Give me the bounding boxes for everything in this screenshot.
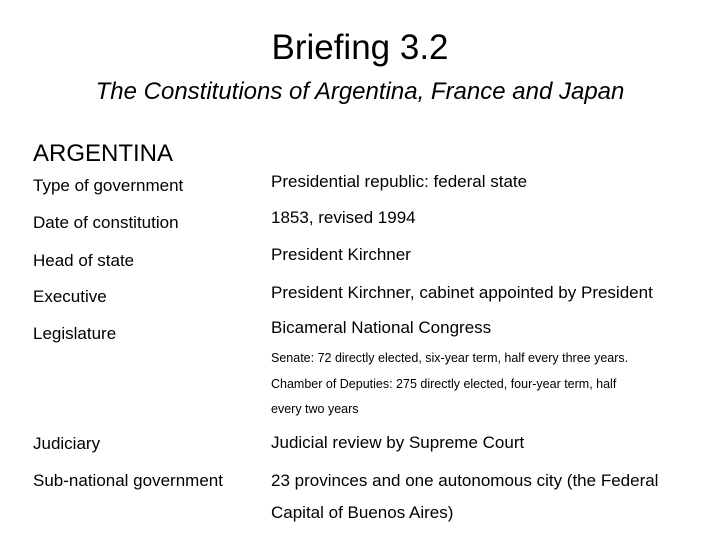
note-senate: Senate: 72 directly elected, six-year term, half every three years.	[271, 351, 629, 365]
value-sub-national-government-line1: 23 provinces and one autonomous city (the Federal	[271, 471, 659, 490]
label-date-of-constitution: Date of constitution	[33, 213, 179, 232]
label-type-of-government: Type of government	[33, 176, 184, 195]
value-date-of-constitution: 1853, revised 1994	[271, 208, 416, 227]
value-executive: President Kirchner, cabinet appointed by President	[271, 283, 653, 302]
label-judiciary: Judiciary	[33, 434, 101, 453]
value-head-of-state: President Kirchner	[271, 245, 411, 264]
slide-subtitle: The Constitutions of Argentina, France and Japan	[95, 78, 625, 105]
label-head-of-state: Head of state	[33, 251, 135, 270]
slide-title: Briefing 3.2	[271, 28, 449, 67]
label-sub-national-government: Sub-national government	[33, 471, 223, 490]
value-type-of-government: Presidential republic: federal state	[271, 172, 528, 191]
note-chamber-line2: every two years	[271, 402, 359, 416]
label-executive: Executive	[33, 287, 107, 306]
label-legislature: Legislature	[33, 324, 117, 343]
value-sub-national-government-line2: Capital of Buenos Aires)	[271, 503, 454, 522]
note-chamber-line1: Chamber of Deputies: 275 directly elected, four-year term, half	[271, 377, 617, 391]
section-heading-argentina: ARGENTINA	[33, 140, 174, 167]
value-judiciary: Judicial review by Supreme Court	[271, 433, 525, 452]
value-legislature: Bicameral National Congress	[271, 318, 492, 337]
